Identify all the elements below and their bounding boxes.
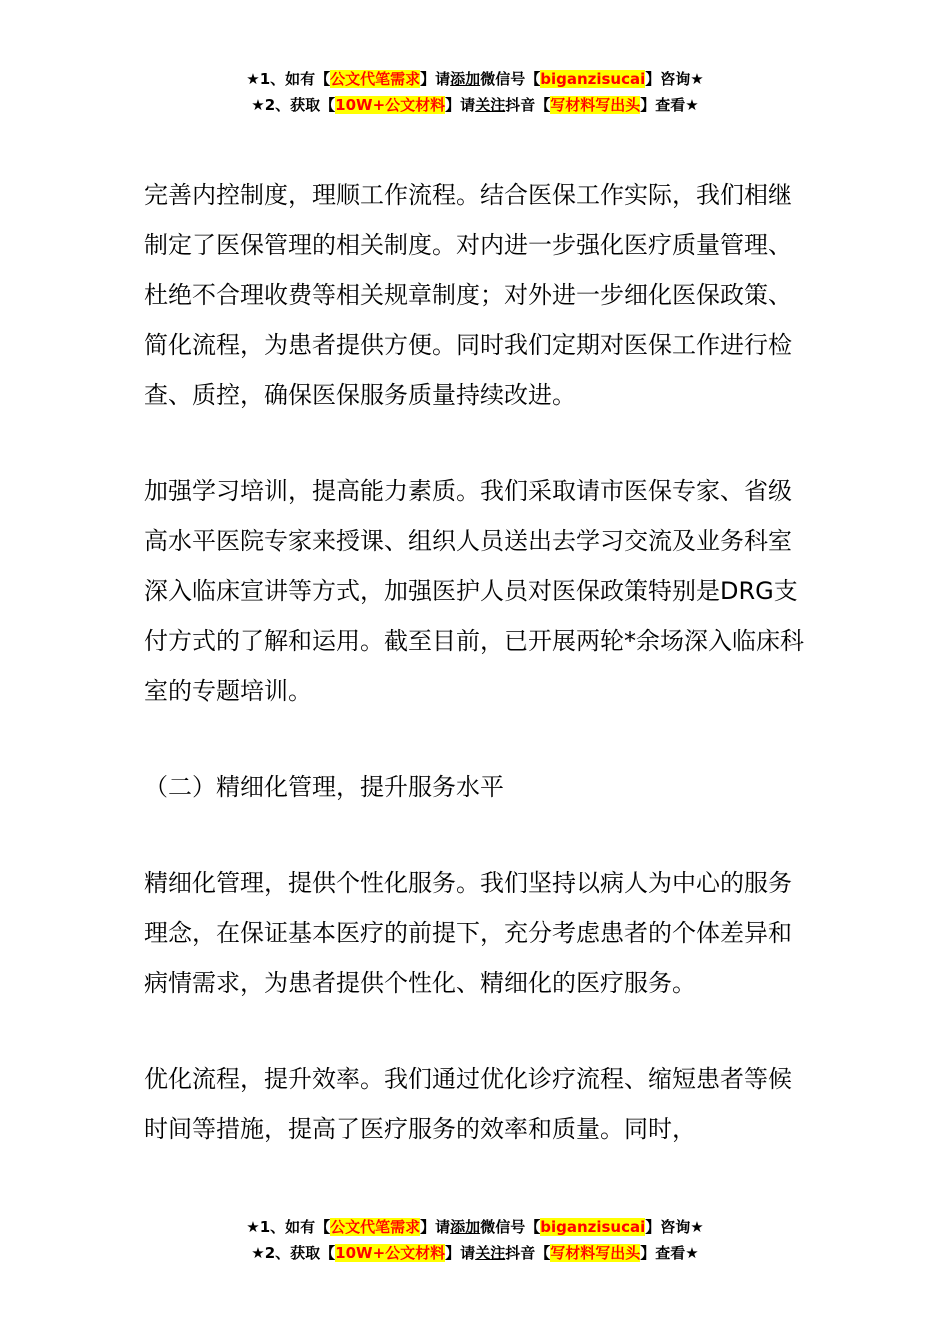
paragraph-optimize-process: 优化流程，提升效率。我们通过优化诊疗流程、缩短患者等候时间等措施，提高了医疗服务的效率和质量。同时，	[144, 1065, 792, 1143]
banner-text: 2、获取【	[264, 96, 336, 114]
star-icon: ★	[251, 1244, 265, 1262]
footer-banner	[0, 1214, 950, 1266]
banner-text: 2、获取【	[264, 1244, 336, 1262]
banner-text: 】查看	[640, 1244, 686, 1262]
highlight-materials: 10W+公文材料	[335, 96, 446, 114]
banner-text: 】请	[445, 1244, 476, 1262]
highlight-wechat-id: biganzisucai	[540, 70, 646, 88]
paragraph-training: 加强学习培训，提高能力素质。我们采取请市医保专家、省级高水平医院专家来授课、组织人员送出去学习交流及业务科室深入临床宣讲等方式，加强医护人员对医保政策特别是DRG支付方式的了解和运用。截至目前，已开展两轮*余场深入临床科室的专题培训。	[144, 477, 804, 705]
banner-text: 微信号【	[480, 70, 541, 88]
document-body	[144, 170, 814, 1200]
banner-text: 】咨询	[645, 70, 691, 88]
paragraph-internal-control: 完善内控制度，理顺工作流程。结合医保工作实际，我们相继制定了医保管理的相关制度。对内进一步强化医疗质量管理、杜绝不合理收费等相关规章制度；对外进一步细化医保政策、简化流程，为患者提供方便。同时我们定期对医保工作进行检查、质控，确保医保服务质量持续改进。	[144, 181, 792, 409]
banner-text: 】查看	[640, 96, 686, 114]
banner-text: 抖音【	[505, 1244, 551, 1262]
underlined-add: 添加	[450, 1218, 481, 1236]
star-icon: ★	[246, 70, 260, 88]
underlined-add: 添加	[450, 70, 481, 88]
banner-text: 1、如有【	[259, 70, 331, 88]
banner-text: 】请	[420, 70, 451, 88]
banner-text: 1、如有【	[259, 1218, 331, 1236]
highlight-douyin-account: 写材料写出头	[550, 96, 641, 114]
banner-line-1	[0, 66, 950, 92]
paragraph-personalized-service: 精细化管理，提供个性化服务。我们坚持以病人为中心的服务理念，在保证基本医疗的前提下，充分考虑患者的个体差异和病情需求，为患者提供个性化、精细化的医疗服务。	[144, 869, 792, 997]
banner-line-2	[0, 92, 950, 118]
banner-text: 】请	[445, 96, 476, 114]
banner-text: 】请	[420, 1218, 451, 1236]
star-icon: ★	[690, 1218, 704, 1236]
banner-line-1	[0, 1214, 950, 1240]
star-icon: ★	[685, 96, 699, 114]
highlight-service: 公文代笔需求	[330, 1218, 421, 1236]
section-heading: （二）精细化管理，提升服务水平	[144, 773, 504, 801]
banner-text: 抖音【	[505, 96, 551, 114]
underlined-follow: 关注	[475, 1244, 506, 1262]
highlight-douyin-account: 写材料写出头	[550, 1244, 641, 1262]
highlight-service: 公文代笔需求	[330, 70, 421, 88]
star-icon: ★	[251, 96, 265, 114]
banner-text: 微信号【	[480, 1218, 541, 1236]
header-banner	[0, 66, 950, 118]
banner-line-2	[0, 1240, 950, 1266]
highlight-wechat-id: biganzisucai	[540, 1218, 646, 1236]
banner-text: 】咨询	[645, 1218, 691, 1236]
star-icon: ★	[685, 1244, 699, 1262]
star-icon: ★	[246, 1218, 260, 1236]
star-icon: ★	[690, 70, 704, 88]
underlined-follow: 关注	[475, 96, 506, 114]
highlight-materials: 10W+公文材料	[335, 1244, 446, 1262]
